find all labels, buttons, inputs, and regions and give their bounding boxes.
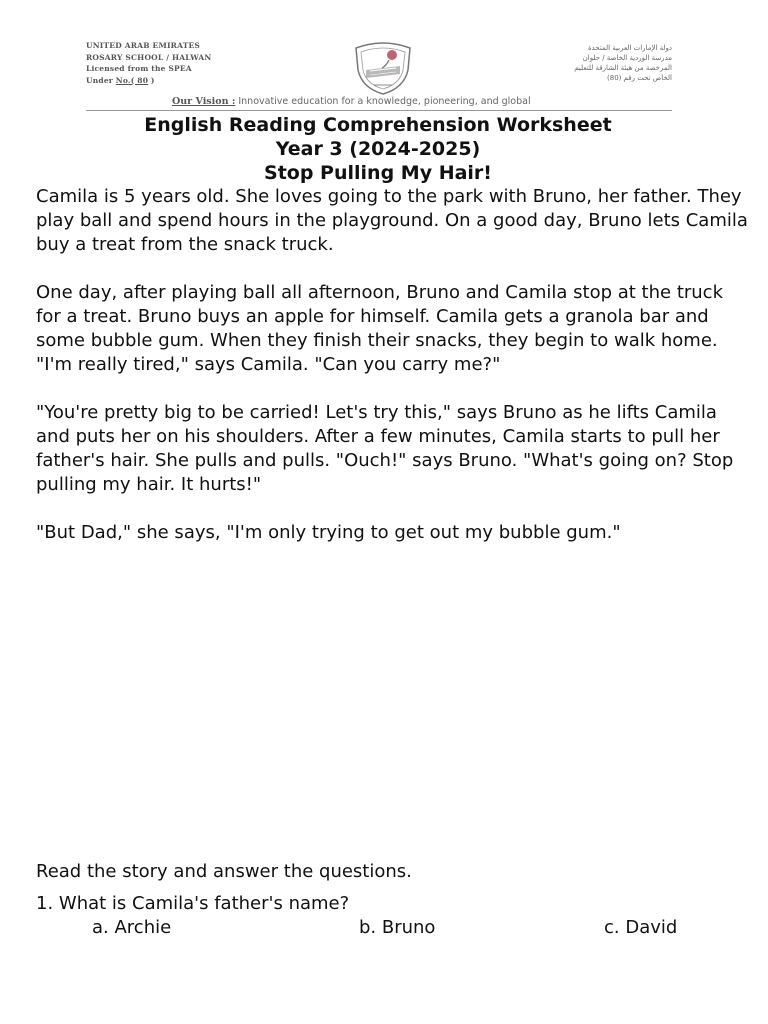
vision-statement xyxy=(172,96,531,107)
under-prefix: Under xyxy=(86,75,116,85)
country-line: UNITED ARAB EMIRATES xyxy=(86,41,201,50)
questions-section xyxy=(36,860,748,940)
under-suffix: ) xyxy=(148,75,155,85)
option-a[interactable]: a. Archie xyxy=(92,917,172,938)
story-paragraph-3: "I'm really tired," says Camila. "Can you carry me?" xyxy=(36,354,501,375)
arabic-line-2: مدرسة الوردية الخاصة / حلوان xyxy=(582,54,672,62)
story-paragraph-4: "You're pretty big to be carried! Let's try this," says Bruno as he lifts Camila and puts her on his shoulders. After a few minutes, Camila starts to pull her father's hair. She pulls and pulls. "Ouch!" says Bruno. "What's going on? Stop pulling my hair. It hurts!" xyxy=(36,402,734,495)
story-text xyxy=(36,185,748,545)
school-header xyxy=(86,40,674,112)
story-paragraph-2: One day, after playing ball all afternoon, Bruno and Camila stop at the truck for a treat. Bruno buys an apple for himself. Camila gets a granola bar and some bubble gum. When they finish their snacks, they begin to walk home. xyxy=(36,282,724,351)
school-name-line: ROSARY SCHOOL / HALWAN xyxy=(86,52,212,62)
question-1-options xyxy=(36,916,748,940)
school-info-english xyxy=(86,40,326,86)
arabic-line-1: دولة الإمارات العربية المتحدة xyxy=(587,44,672,52)
questions-instruction: Read the story and answer the questions. xyxy=(36,861,412,882)
story-title: Stop Pulling My Hair! xyxy=(264,162,492,184)
header-divider xyxy=(86,110,672,111)
option-c[interactable]: c. David xyxy=(604,917,678,938)
license-number: No.( 80 xyxy=(115,75,149,85)
worksheet-titles xyxy=(0,113,756,185)
worksheet-title: English Reading Comprehension Worksheet xyxy=(144,114,612,136)
question-1: 1. What is Camila's father's name? xyxy=(36,893,350,914)
story-paragraph-5: "But Dad," she says, "I'm only trying to get out my bubble gum." xyxy=(36,522,621,543)
school-info-arabic xyxy=(502,43,672,83)
arabic-line-3: المرخصة من هيئة الشارقة للتعليم xyxy=(574,64,672,72)
worksheet-year: Year 3 (2024-2025) xyxy=(275,138,481,160)
school-logo-icon xyxy=(352,40,414,96)
license-line: Licensed from the SPEA xyxy=(86,64,192,73)
vision-label: Our Vision : xyxy=(172,96,236,107)
vision-text: Innovative education for a knowledge, pioneering, and global xyxy=(235,96,531,107)
arabic-line-4: الخاص تحت رقم (80) xyxy=(607,74,672,82)
license-number-line xyxy=(86,75,326,87)
story-paragraph-1: Camila is 5 years old. She loves going to the park with Bruno, her father. They play ball and spend hours in the playground. On a good day, Bruno lets Camila buy a treat from the snack truck. xyxy=(36,186,748,255)
option-b[interactable]: b. Bruno xyxy=(359,917,436,938)
